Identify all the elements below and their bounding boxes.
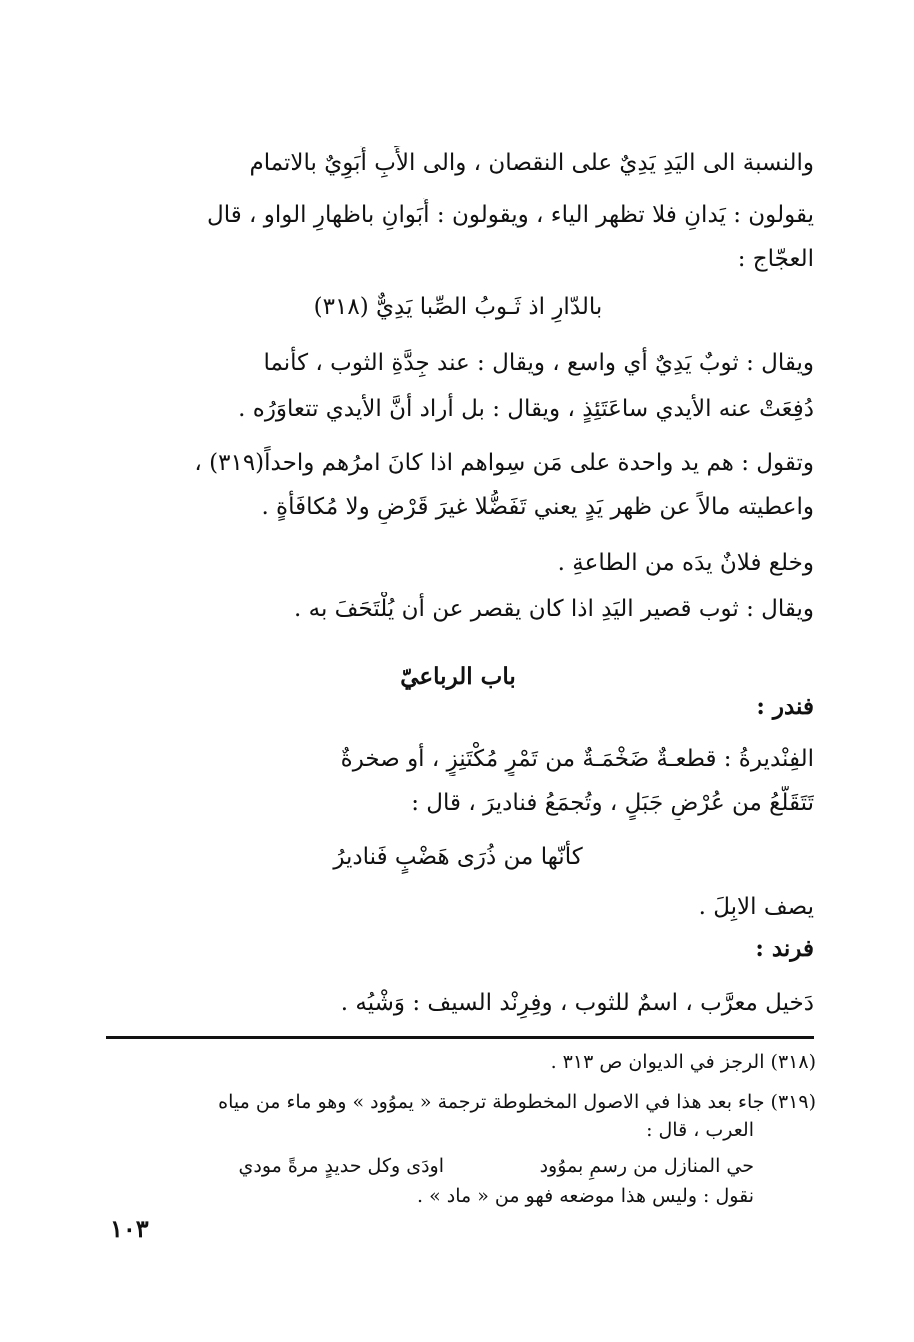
verse-line: بالدّارِ اذ ثَـوبُ الصِّبا يَدِيٌّ (٣١٨): [313, 294, 603, 320]
verse-line: كأنّها من ذُرَى هَضْبٍ فَناديرُ: [333, 844, 583, 870]
entry-headword: فندر :: [756, 693, 814, 720]
paragraph-line: وتقول : هم يد واحدة على مَن سِواهم اذا كانَ امرُهم واحداً(٣١٩) ،: [194, 450, 814, 476]
footnote-318: (٣١٨) الرجز في الديوان ص ٣١٣ .: [550, 1051, 816, 1073]
paragraph-line: يصف الابِلَ .: [698, 894, 814, 920]
chapter-title: باب الرباعيّ: [400, 663, 516, 690]
entry-headword: فرند :: [755, 935, 814, 962]
paragraph-line: الفِنْديرةُ : قطعـةٌ ضَخْمَـةٌ من تَمْرٍ مُكْتَنِزٍ ، أو صخرةٌ: [340, 746, 814, 772]
footnote-319-line: نقول : وليس هذا موضعه فهو من « ماد » .: [417, 1185, 754, 1207]
paragraph-line: تَتَقَلَّعُ من عُرْضِ جَبَلٍ ، وتُجمَعُ فناديرَ ، قال :: [411, 790, 814, 816]
footnote-319: (٣١٩) جاء بعد هذا في الاصول المخطوطة ترجمة « يموُود » وهو ماء من مياه: [218, 1091, 816, 1113]
paragraph-line: يقولون : يَدانِ فلا تظهر الياء ، ويقولون : أَبَوانِ باظهارِ الواو ، قال: [207, 202, 814, 228]
footnote-verse-hemistich: اودَى وكل حديدٍ مرةً مودي: [238, 1155, 444, 1177]
footnote-319-line: العرب ، قال :: [646, 1119, 754, 1141]
paragraph-line: ويقال : ثوبٌ يَدِيٌ أي واسع ، ويقال : عند جِدَّةِ الثوب ، كأنما: [263, 350, 814, 376]
footnote-divider: [106, 1036, 814, 1039]
paragraph-line: دَخيل معرَّب ، اسمٌ للثوب ، وفِرِنْد السيف : وَشْيُه .: [340, 990, 814, 1016]
footnote-verse-hemistich: حي المنازل من رسمٍ بموُود: [539, 1155, 754, 1177]
paragraph-line: ويقال : ثوب قصير اليَدِ اذا كان يقصر عن أن يُلْتَحَفَ به .: [294, 596, 814, 622]
paragraph-line: العجّاج :: [737, 246, 814, 272]
page-number: ١٠٣: [110, 1214, 149, 1243]
paragraph-line: دُفِعَتْ عنه الأيدي ساعَتَئِذٍ ، ويقال : بل أراد أنَّ الأيدي تتعاوَرُه .: [238, 396, 814, 422]
paragraph-line: وخلع فلانٌ يدَه من الطاعةِ .: [557, 550, 814, 576]
paragraph-line: واعطيته مالاً عن ظهر يَدٍ يعني تَفَضُّلا غيرَ قَرْضٍ ولا مُكافَأَةٍ .: [261, 494, 814, 520]
paragraph-line: والنسبة الى اليَدِ يَدِيٌ على النقصان ، والى الأَبِ أَبَوِيٌ بالاتمام: [249, 150, 814, 176]
